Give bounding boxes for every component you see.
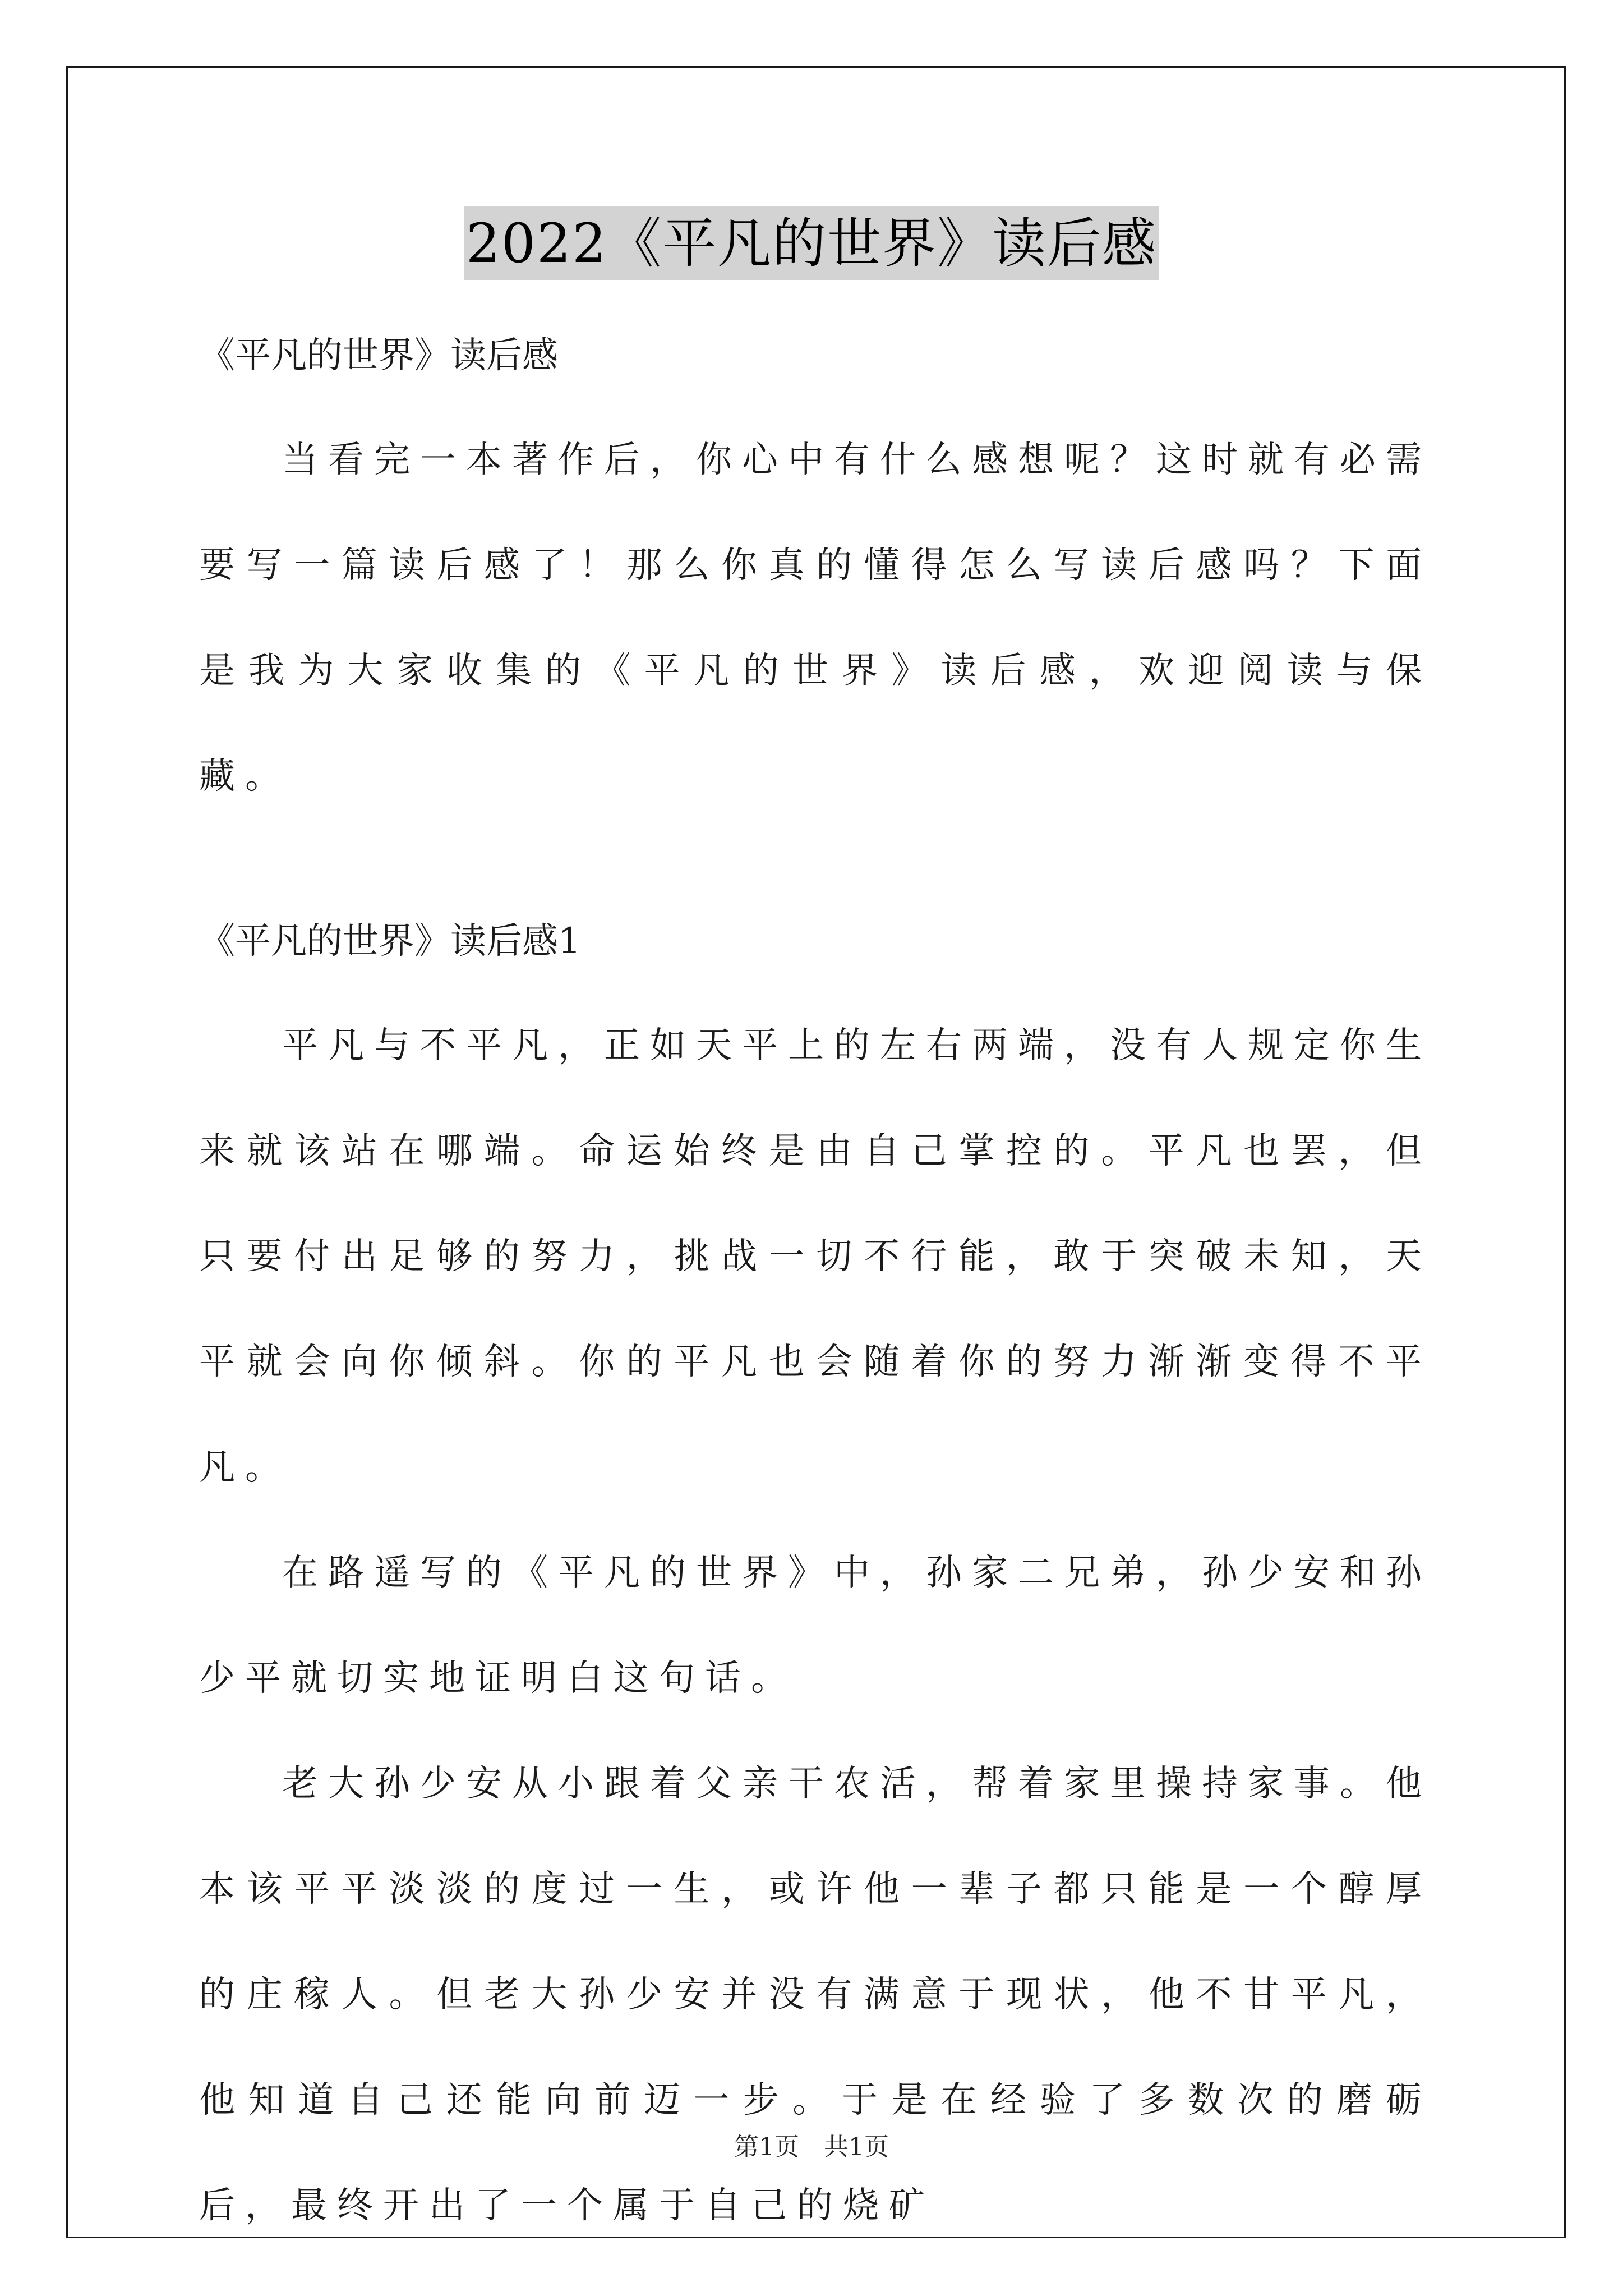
body-paragraph: 在路遥写的《平凡的世界》中，孙家二兄弟，孙少安和孙少平就切实地证明白这句话。	[199, 1552, 1432, 1699]
section-spacer	[199, 829, 1432, 919]
title-block	[0, 206, 1623, 280]
intro-paragraph: 当看完一本著作后，你心中有什么感想呢？这时就有必需要写一篇读后感了！那么你真的懂得怎么写读后感吗？下面是我为大家收集的《平凡的世界》读后感，欢迎阅读与保藏。	[199, 439, 1432, 797]
body-paragraph: 老大孙少安从小跟着父亲干农活，帮着家里操持家事。他本该平平淡淡的度过一生，或许他一辈子都只能是一个醇厚的庄稼人。但老大孙少安并没有满意于现状，他不甘平凡，他知道自己还能向前迈一步。于是在经验了多数次的磨砺后，最终开出了一个属于自己的烧矿	[199, 1763, 1432, 2226]
section-heading: 《平凡的世界》读后感	[199, 335, 558, 376]
page-footer: 第1页 共1页	[734, 2133, 889, 2161]
essay-heading: 《平凡的世界》读后感1	[199, 921, 581, 962]
document-title: 2022《平凡的世界》读后感	[464, 206, 1159, 280]
body-paragraph: 平凡与不平凡，正如天平上的左右两端，没有人规定你生来就该站在哪端。命运始终是由自己掌控的。平凡也罢，但只要付出足够的努力，挑战一切不行能，敢于突破未知，天平就会向你倾斜。你的平凡也会随着你的努力渐渐变得不平凡。	[199, 1025, 1432, 1488]
document-body	[199, 314, 1432, 2258]
